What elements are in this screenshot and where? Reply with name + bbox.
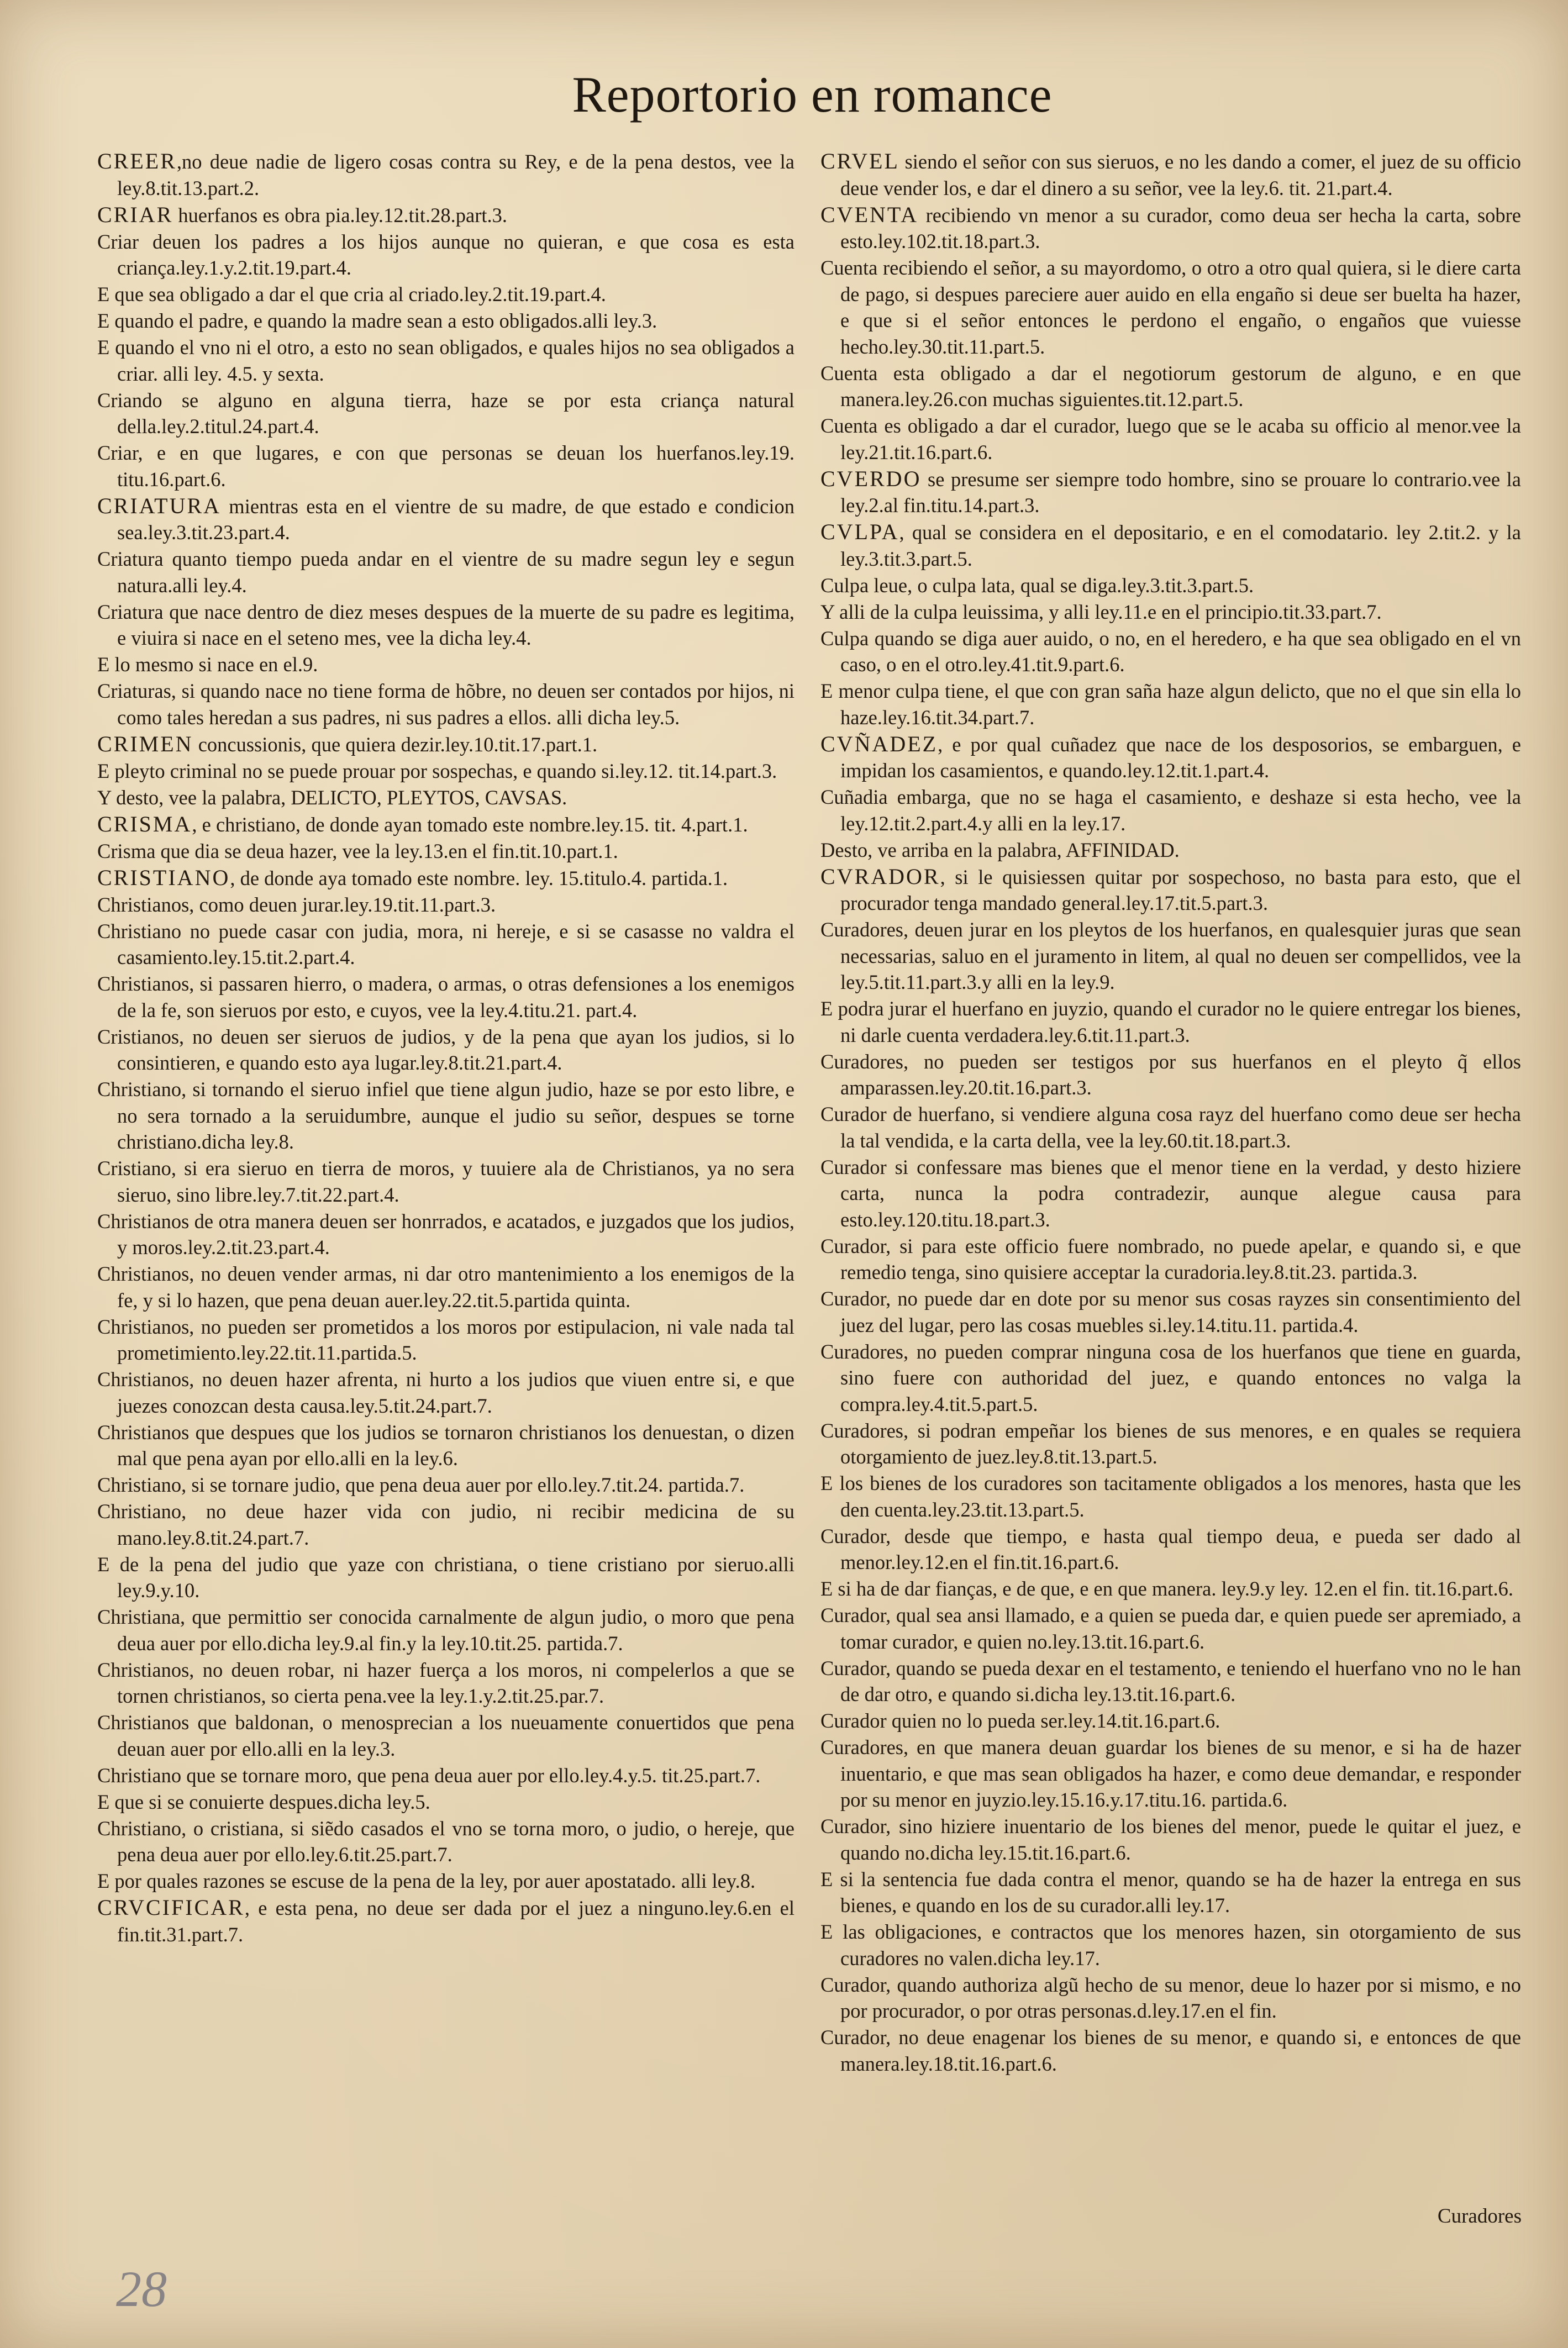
index-entry xyxy=(97,1815,794,1868)
index-entry xyxy=(97,1894,794,1947)
entry-text: Christiano, no deue hazer vida con judio, ni recibir medicina de su mano.ley.8.tit.24.part.7. xyxy=(97,1500,794,1549)
entry-text: ,no deue nadie de ligero cosas contra su Rey, e de la pena destos, vee la ley.8.tit.13.part.2. xyxy=(117,150,794,199)
entry-text: Criatura que nace dentro de diez meses despues de la muerte de su padre es legitima, e viuira si nace en el seteno mes, vee la dicha ley.4. xyxy=(97,600,794,649)
entry-headword: CRISTIANO xyxy=(97,865,230,890)
index-entry xyxy=(97,1604,794,1656)
entry-text: Curador, quando se pueda dexar en el testamento, e teniendo el huerfano vno no le han de dar otro, e quando si.dicha ley.13.tit.16.part.6. xyxy=(820,1656,1521,1705)
index-entry xyxy=(97,651,794,678)
entry-text: , si le quisiessen quitar por sospechoso, no basta para esto, que el procurador tenga mandado general.ley.17.tit.5.part.3. xyxy=(840,865,1521,914)
right-column xyxy=(820,148,1521,2077)
entry-text: E de la pena del judio que yaze con christiana, o tiene cristiano por sieruo.alli ley.9.y.10. xyxy=(97,1552,794,1602)
index-entry xyxy=(97,1261,794,1313)
entry-text: E que sea obligado a dar el que cria al criado.ley.2.tit.19.part.4. xyxy=(97,283,606,306)
entry-text: Christiano no puede casar con judia, mora, ni hereje, e si se casasse no valdra el casamiento.ley.15.tit.2.part.4. xyxy=(97,919,794,968)
index-entry xyxy=(820,466,1521,519)
entry-text: Criatura quanto tiempo pueda andar en el vientre de su madre segun ley e segun natura.alli ley.4. xyxy=(97,547,794,597)
index-entry xyxy=(97,1709,794,1762)
entry-text: Curador de huerfano, si vendiere alguna cosa rayz del huerfano como deue ser hecha la tal vendida, e la carta della, vee la ley.60.tit.18.part.3. xyxy=(820,1103,1521,1152)
entry-text: Cuenta esta obligado a dar el negotiorum gestorum de alguno, e en que manera.ley.26.con muchas siguientes.tit.12.part.5. xyxy=(820,361,1521,410)
entry-text: Crisma que dia se deua hazer, vee la ley.13.en el fin.tit.10.part.1. xyxy=(97,839,618,862)
index-entry xyxy=(97,892,794,918)
entry-text: siendo el señor con sus sieruos, e no les dando a comer, el juez de su officio deue vender los, e dar el dinero a su señor, vee la ley.6. tit. 21.part.4. xyxy=(840,150,1521,199)
index-entry xyxy=(820,1602,1521,1655)
entry-text: Christianos, no deuen robar, ni hazer fuerça a los moros, ni compelerlos a que se tornen christianos, so cierta pena.vee la ley.1.y.2.tit.25.par.7. xyxy=(97,1658,794,1707)
entry-text: Christianos que baldonan, o menosprecian a los nueuamente conuertidos que pena deuan auer por ello.alli en la ley.3. xyxy=(97,1711,794,1760)
index-entry xyxy=(97,1024,794,1076)
entry-headword: CREER xyxy=(97,149,177,173)
index-entry xyxy=(97,758,794,785)
entry-headword: CRVEL xyxy=(820,149,899,173)
entry-text: Curadores, si podran empeñar los bienes de sus menores, e en quales se requiera otorgamiento de juez.ley.8.tit.13.part.5. xyxy=(820,1419,1521,1468)
entry-text: Y alli de la culpa leuissima, y alli ley.11.e en el principio.tit.33.part.7. xyxy=(820,600,1382,623)
index-entry xyxy=(97,811,794,838)
running-head: Reportorio en romance xyxy=(572,66,1053,123)
entry-text: Curador, si para este officio fuere nombrado, no puede apelar, e quando si, e que remedio tenga, sino quisiere acceptar la curadoria.ley.8.tit.23. partida.3. xyxy=(820,1234,1521,1283)
entry-text: E quando el vno ni el otro, a esto no sean obligados, e quales hijos no sea obligados a criar. alli ley. 4.5. y sexta. xyxy=(97,336,794,385)
entry-headword: CVÑADEZ xyxy=(820,731,938,756)
index-entry xyxy=(820,1418,1521,1470)
index-entry xyxy=(97,678,794,730)
entry-text: recibiendo vn menor a su curador, como deua ser hecha la carta, sobre esto.ley.102.tit.18.part.3. xyxy=(840,203,1521,252)
entry-headword: CVERDO xyxy=(820,466,922,491)
index-entry xyxy=(820,1339,1521,1418)
entry-text: E podra jurar el huerfano en juyzio, quando el curador no le quiere entregar los bienes, ni darle cuenta verdadera.ley.6.tit.11.part.3. xyxy=(820,997,1521,1046)
entry-text: Christiana, que permittio ser conocida carnalmente de algun judio, o moro que pena deua auer por ello.dicha ley.9.al fin.y la ley.10.tit.25. partida.7. xyxy=(97,1605,794,1655)
entry-text: Christianos de otra manera deuen ser honrrados, e acatados, e juzgados que los judios, y moros.ley.2.tit.23.part.4. xyxy=(97,1209,794,1259)
entry-text: Curador, qual sea ansi llamado, e a quien se pueda dar, e quien puede ser apremiado, a tomar curador, e quien no.ley.13.tit.16.part.6. xyxy=(820,1604,1521,1653)
folio-number: 28 xyxy=(116,2261,167,2317)
index-entry xyxy=(820,1049,1521,1101)
index-entry xyxy=(97,599,794,651)
entry-text: E menor culpa tiene, el que con gran saña haze algun delicto, que no el que sin ella lo haze.ley.16.tit.34.part.7. xyxy=(820,680,1521,729)
index-entry xyxy=(97,1657,794,1709)
entry-text: E por quales razones se escuse de la pena de la ley, por auer apostatado. alli ley.8. xyxy=(97,1870,756,1892)
index-entry xyxy=(97,440,794,492)
index-entry xyxy=(820,148,1521,201)
entry-text: E lo mesmo si nace en el.9. xyxy=(97,653,318,676)
entry-text: E quando el padre, e quando la madre sean a esto obligados.alli ley.3. xyxy=(97,309,657,332)
entry-text: Y desto, vee la palabra, DELICTO, PLEYTOS, CAVSAS. xyxy=(97,786,567,809)
index-entry xyxy=(820,1919,1521,1971)
index-entry xyxy=(97,546,794,598)
entry-text: Curador, sino hiziere inuentario de los bienes del menor, puede le quitar el juez, e quando no.dicha ley.15.tit.16.part.6. xyxy=(820,1815,1521,1864)
entry-text: Culpa quando se diga auer auido, o no, en el heredero, e ha que sea obligado en el vn caso, o en el otro.ley.41.tit.9.part.6. xyxy=(820,627,1521,676)
index-entry xyxy=(820,1972,1521,2024)
entry-text: concussionis, que quiera dezir.ley.10.tit.17.part.1. xyxy=(193,733,598,756)
entry-text: Criar deuen los padres a los hijos aunque no quieran, e que cosa es esta criança.ley.1.y.2.tit.19.part.4. xyxy=(97,230,794,279)
index-entry xyxy=(97,1789,794,1815)
index-entry xyxy=(97,493,794,546)
entry-text: Christiano que se tornare moro, que pena deua auer por ello.ley.4.y.5. tit.25.part.7. xyxy=(97,1763,761,1787)
index-entry xyxy=(97,1498,794,1551)
left-column xyxy=(97,148,794,1948)
entry-text: Christianos que despues que los judios se tornaron christianos los denuestan, o dizen mal que pena ayan por ello.alli en la ley.6. xyxy=(97,1420,794,1470)
entry-text: Curador, quando authoriza algũ hecho de su menor, deue lo hazer por si mismo, e no por procurador, o por otras personas.d.ley.17.en el fin. xyxy=(820,1973,1521,2022)
entry-text: Criaturas, si quando nace no tiene forma de hõbre, no deuen ser contados por hijos, ni como tales heredan a sus padres, ni sus padres a ellos. alli dicha ley.5. xyxy=(97,680,794,729)
index-entry xyxy=(820,1470,1521,1523)
index-entry xyxy=(820,360,1521,413)
index-entry xyxy=(97,838,794,865)
entry-text: E si ha de dar fianças, e de que, e en que manera. ley.9.y ley. 12.en el fin. tit.16.part.6. xyxy=(820,1577,1514,1600)
index-entry xyxy=(820,1523,1521,1576)
index-entry xyxy=(820,917,1521,996)
index-entry xyxy=(820,599,1521,625)
index-entry xyxy=(820,572,1521,599)
entry-headword: CRIAR xyxy=(97,202,173,227)
index-entry xyxy=(97,971,794,1023)
index-entry xyxy=(820,519,1521,572)
index-entry xyxy=(820,1813,1521,1866)
index-entry xyxy=(820,996,1521,1048)
entry-headword: CRIATURA xyxy=(97,493,222,518)
index-entry xyxy=(820,864,1521,917)
index-entry xyxy=(97,1419,794,1472)
index-entry xyxy=(820,1708,1521,1734)
entry-text: Christianos, no deuen hazer afrenta, ni hurto a los judios que viuen entre si, e que juezes conozcan desta causa.ley.5.tit.24.part.7. xyxy=(97,1368,794,1417)
index-entry xyxy=(820,1734,1521,1813)
entry-text: Culpa leue, o culpa lata, qual se diga.ley.3.tit.3.part.5. xyxy=(820,573,1254,597)
index-entry xyxy=(97,387,794,440)
entry-text: Curador, no deue enagenar los bienes de su menor, e quando si, e entonces de que manera.ley.18.tit.16.part.6. xyxy=(820,2026,1521,2075)
entry-text: Christianos, no deuen vender armas, ni dar otro mantenimiento a los enemigos de la fe, y si lo hazen, que pena deuan auer.ley.22.tit.5.partida quinta. xyxy=(97,1262,794,1312)
entry-text: Christiano, si se tornare judio, que pena deua auer por ello.ley.7.tit.24. partida.7. xyxy=(97,1473,745,1496)
entry-text: Cristiano, si era sieruo en tierra de moros, y tuuiere ala de Christianos, ya no sera sieruo, sino libre.ley.7.tit.22.part.4. xyxy=(97,1157,794,1206)
entry-text: , e esta pena, no deue ser dada por el juez a ninguno.ley.6.en el fin.tit.31.part.7. xyxy=(117,1897,794,1946)
index-entry xyxy=(97,1472,794,1498)
entry-text: mientras esta en el vientre de su madre, de que estado e condicion sea.ley.3.tit.23.part.4. xyxy=(117,494,794,544)
entry-text: Curador si confessare mas bienes que el menor tiene en la verdad, y desto hiziere carta, nunca la podra contradezir, aunque alegue causa para esto.ley.120.titu.18.part.3. xyxy=(820,1155,1521,1231)
index-entry xyxy=(820,678,1521,730)
entry-text: Christianos, si passaren hierro, o madera, o armas, o otras defensiones a los enemigos de la fe, son sieruos por esto, e cuyos, vee la ley.4.titu.21. part.4. xyxy=(97,972,794,1022)
entry-text: Cuñadia embarga, que no se haga el casamiento, e deshaze si esta hecho, vee la ley.12.tit.2.part.4.y alli en la ley.17. xyxy=(820,786,1521,835)
index-entry xyxy=(820,731,1521,784)
index-entry xyxy=(97,1155,794,1208)
index-entry xyxy=(820,1101,1521,1154)
entry-text: Desto, ve arriba en la palabra, AFFINIDAD. xyxy=(820,838,1180,861)
index-entry xyxy=(820,1866,1521,1919)
index-entry xyxy=(97,1314,794,1366)
entry-headword: CVRADOR xyxy=(820,864,940,889)
entry-headword: CVENTA xyxy=(820,202,919,227)
entry-text: Cuenta recibiendo el señor, a su mayordomo, o otro a otro qual quiera, si le diere carta de pago, si despues pareciere auer auido en ella engaño si deue ser buelta ha hazer, e que si el señor entonces le perdono el engaño, o engaños que vuiesse hecho.ley.30.tit.11.part.5. xyxy=(820,256,1521,358)
index-entry xyxy=(820,2024,1521,2077)
entry-text: E que si se conuierte despues.dicha ley.5. xyxy=(97,1790,430,1813)
index-entry xyxy=(97,202,794,229)
entry-text: Curadores, deuen jurar en los pleytos de los huerfanos, en qualesquier juras que sean necessarias, saluo en el juramento in litem, al qual no deuen ser compellidos, vee la ley.5.tit.11.part.3.y alli en la ley.9. xyxy=(820,918,1521,993)
index-entry xyxy=(97,1868,794,1894)
index-entry xyxy=(820,1233,1521,1286)
entry-headword: CVLPA xyxy=(820,519,899,544)
index-entry xyxy=(97,865,794,892)
entry-text: Curador, no puede dar en dote por su menor sus cosas rayzes sin consentimiento del juez del lugar, pero las cosas muebles si.ley.14.titu.11. partida.4. xyxy=(820,1287,1521,1336)
index-entry xyxy=(820,625,1521,678)
index-entry xyxy=(97,1551,794,1604)
index-entry xyxy=(97,785,794,811)
entry-text: Curadores, en que manera deuan guardar los bienes de su menor, e si ha de hazer inuentario, e que mas sean obligados ha hazer, e como deue demandar, e responder por su menor en juyzio.ley.15.16.y.17.titu.16. partida.6. xyxy=(820,1736,1521,1811)
index-entry xyxy=(97,334,794,387)
index-entry xyxy=(820,1576,1521,1602)
entry-text: huerfanos es obra pia.ley.12.tit.28.part.3. xyxy=(173,203,508,227)
entry-text: E si la sentencia fue dada contra el menor, quando se ha de hazer la entrega en sus bienes, e quando en los de su curador.alli ley.17. xyxy=(820,1867,1521,1917)
index-entry xyxy=(97,731,794,758)
index-entry xyxy=(97,918,794,971)
index-entry xyxy=(820,413,1521,465)
index-entry xyxy=(820,202,1521,255)
entry-text: Curadores, no pueden comprar ninguna cosa de los huerfanos que tiene en guarda, sino fuere con authoridad del juez, e quando entonces no valga la compra.ley.4.tit.5.part.5. xyxy=(820,1340,1521,1415)
index-entry xyxy=(820,1154,1521,1233)
entry-headword: CRVCIFICAR xyxy=(97,1895,245,1920)
entry-text: Christiano, o cristiana, si siẽdo casados el vno se torna moro, o judio, o hereje, que pena deua auer por ello.ley.6.tit.25.part.7. xyxy=(97,1817,794,1866)
entry-text: Christianos, como deuen jurar.ley.19.tit.11.part.3. xyxy=(97,893,496,916)
entry-text: E los bienes de los curadores son tacitamente obligados a los menores, hasta que les den cuenta.ley.23.tit.13.part.5. xyxy=(820,1472,1521,1521)
entry-text: E pleyto criminal no se puede prouar por sospechas, e quando si.ley.12. tit.14.part.3. xyxy=(97,759,777,782)
entry-text: Criar, e en que lugares, e con que personas se deuan los huerfanos.ley.19. titu.16.part.6. xyxy=(97,441,794,491)
entry-text: se presume ser siempre todo hombre, sino se prouare lo contrario.vee la ley.2.al fin.titu.14.part.3. xyxy=(840,467,1521,517)
entry-headword: CRIMEN xyxy=(97,731,193,756)
index-entry xyxy=(820,1286,1521,1338)
entry-text: Christiano, si tornando el sieruo infiel que tiene algun judio, haze se por esto libre, e no sera tornado a la seruidumbre, aunque el judio su señor, despues se torne christiano.dicha ley.8. xyxy=(97,1078,794,1153)
catchword: Curadores xyxy=(1437,2205,1522,2228)
entry-text: E las obligaciones, e contractos que los menores hazen, sin otorgamiento de sus curadores no valen.dicha ley.17. xyxy=(820,1920,1521,1970)
entry-text: Cuenta es obligado a dar el curador, luego que se le acaba su officio al menor.vee la ley.21.tit.16.part.6. xyxy=(820,414,1521,464)
index-entry xyxy=(820,1655,1521,1708)
entry-text: Criando se alguno en alguna tierra, haze se por esta criança natural della.ley.2.titul.24.part.4. xyxy=(97,388,794,438)
entry-text: , de donde aya tomado este nombre. ley. 15.titulo.4. partida.1. xyxy=(230,866,728,889)
entry-text: Curador quien no lo pueda ser.ley.14.tit.16.part.6. xyxy=(820,1709,1220,1732)
entry-text: Christianos, no pueden ser prometidos a los moros por estipulacion, ni vale nada tal prometimiento.ley.22.tit.11.partida.5. xyxy=(97,1315,794,1364)
entry-text: Cristianos, no deuen ser sieruos de judios, y de la pena que ayan los judios, si lo consintieren, e quando esto aya lugar.ley.8.tit.21.part.4. xyxy=(97,1025,794,1074)
index-entry xyxy=(97,1076,794,1155)
entry-headword: CRISMA xyxy=(97,811,192,836)
index-entry xyxy=(97,281,794,308)
index-entry xyxy=(97,1208,794,1261)
entry-text: , qual se considera en el depositario, e en el comodatario. ley 2.tit.2. y la ley.3.tit.3.part.5. xyxy=(840,521,1521,570)
index-entry xyxy=(820,255,1521,360)
index-entry xyxy=(97,148,794,201)
index-entry xyxy=(820,837,1521,864)
entry-text: , e por qual cuñadez que nace de los desposorios, se embarguen, e impidan los casamientos, e quando.ley.12.tit.1.part.4. xyxy=(840,733,1521,782)
entry-text: Curadores, no pueden ser testigos por sus huerfanos en el pleyto q̃ ellos amparassen.ley.20.tit.16.part.3. xyxy=(820,1050,1521,1099)
index-entry xyxy=(97,1762,794,1789)
index-entry xyxy=(97,1366,794,1419)
entry-text: Curador, desde que tiempo, e hasta qual tiempo deua, e pueda ser dado al menor.ley.12.en el fin.tit.16.part.6. xyxy=(820,1524,1521,1573)
index-entry xyxy=(97,308,794,334)
index-entry xyxy=(97,229,794,281)
index-entry xyxy=(820,784,1521,836)
entry-text: , e christiano, de donde ayan tomado este nombre.ley.15. tit. 4.part.1. xyxy=(192,813,748,836)
